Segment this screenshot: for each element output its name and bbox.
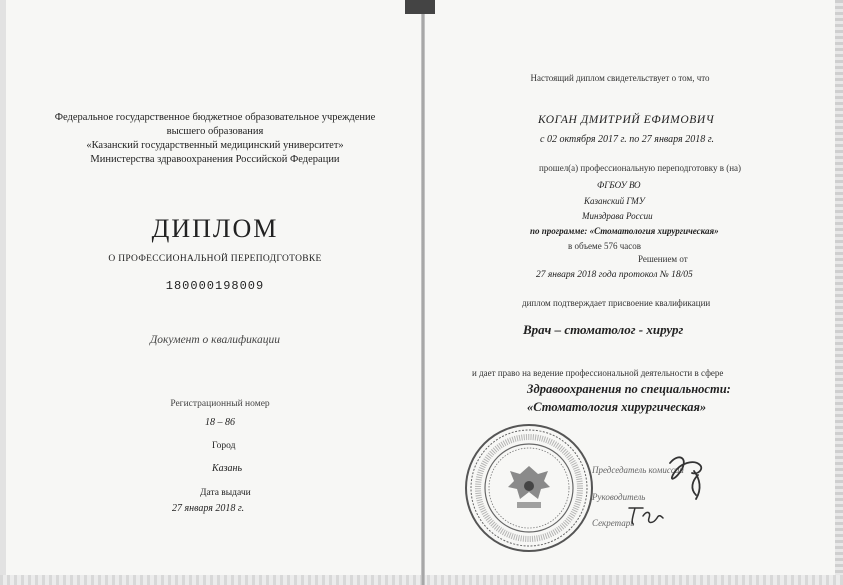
- institution-line: Федеральное государственное бюджетное образовательное учреждение: [54, 112, 376, 123]
- registration-label: Регистрационный номер: [170, 399, 270, 409]
- institution-line: Министерства здравоохранения Российской Федерации: [90, 154, 340, 165]
- signature-label: Председатель комиссии: [592, 465, 684, 475]
- program-name: по программе: «Стоматология хирургическая»: [530, 226, 719, 236]
- serial-number: 180000198009: [165, 279, 265, 293]
- organization-line: Минздрава России: [582, 211, 653, 221]
- book-spine: [421, 0, 425, 585]
- field-line: «Стоматология хирургическая»: [527, 400, 707, 414]
- seal-stamp-icon: [463, 422, 595, 554]
- qualification: Врач – стоматолог - хирург: [523, 322, 684, 337]
- program-hours: в объеме 576 часов: [568, 241, 641, 251]
- document-kind: Документ о квалификации: [149, 334, 281, 346]
- city-label: Город: [212, 441, 236, 451]
- right-to-work-text: и дает право на ведение профессиональной деятельности в сфере: [472, 368, 724, 378]
- page-edge-right: [835, 0, 843, 585]
- binding-thread: [405, 0, 435, 14]
- issue-date-value: 27 января 2018 г.: [172, 503, 245, 514]
- institution-block: [30, 111, 400, 167]
- confirms-text: диплом подтверждает присвоение квалификации: [522, 298, 711, 308]
- institution-line: «Казанский государственный медицинский университет»: [86, 140, 344, 151]
- signature-icon: [660, 445, 720, 505]
- passed-text: прошел(а) профессиональную переподготовку в (на): [538, 163, 742, 173]
- signature-icon: [625, 500, 665, 530]
- protocol-text: 27 января 2018 года протокол № 18/05: [536, 270, 693, 280]
- signature-label: Руководитель: [592, 492, 646, 502]
- issue-date-label: Дата выдачи: [200, 488, 251, 498]
- diploma-subtitle: О ПРОФЕССИОНАЛЬНОЙ ПЕРЕПОДГОТОВКЕ: [108, 254, 322, 264]
- field-line: Здравоохранения по специальности:: [527, 382, 731, 396]
- certifies-text: Настоящий диплом свидетельствует о том, что: [530, 73, 710, 83]
- city-value: Казань: [212, 463, 243, 474]
- decision-label: Решением от: [638, 254, 688, 264]
- holder-name: КОГАН ДМИТРИЙ ЕФИМОВИЧ: [538, 114, 715, 126]
- institution-line: высшего образования: [166, 126, 264, 137]
- organization-line: ФГБОУ ВО: [597, 180, 641, 190]
- diploma-title: ДИПЛОМ: [151, 214, 279, 243]
- organization-line: Казанский ГМУ: [584, 196, 645, 206]
- signature-label: Секретарь: [592, 518, 635, 528]
- page-edge-left: [0, 0, 6, 585]
- training-period: с 02 октября 2017 г. по 27 января 2018 г.: [540, 134, 714, 145]
- registration-number: 18 – 86: [205, 417, 235, 428]
